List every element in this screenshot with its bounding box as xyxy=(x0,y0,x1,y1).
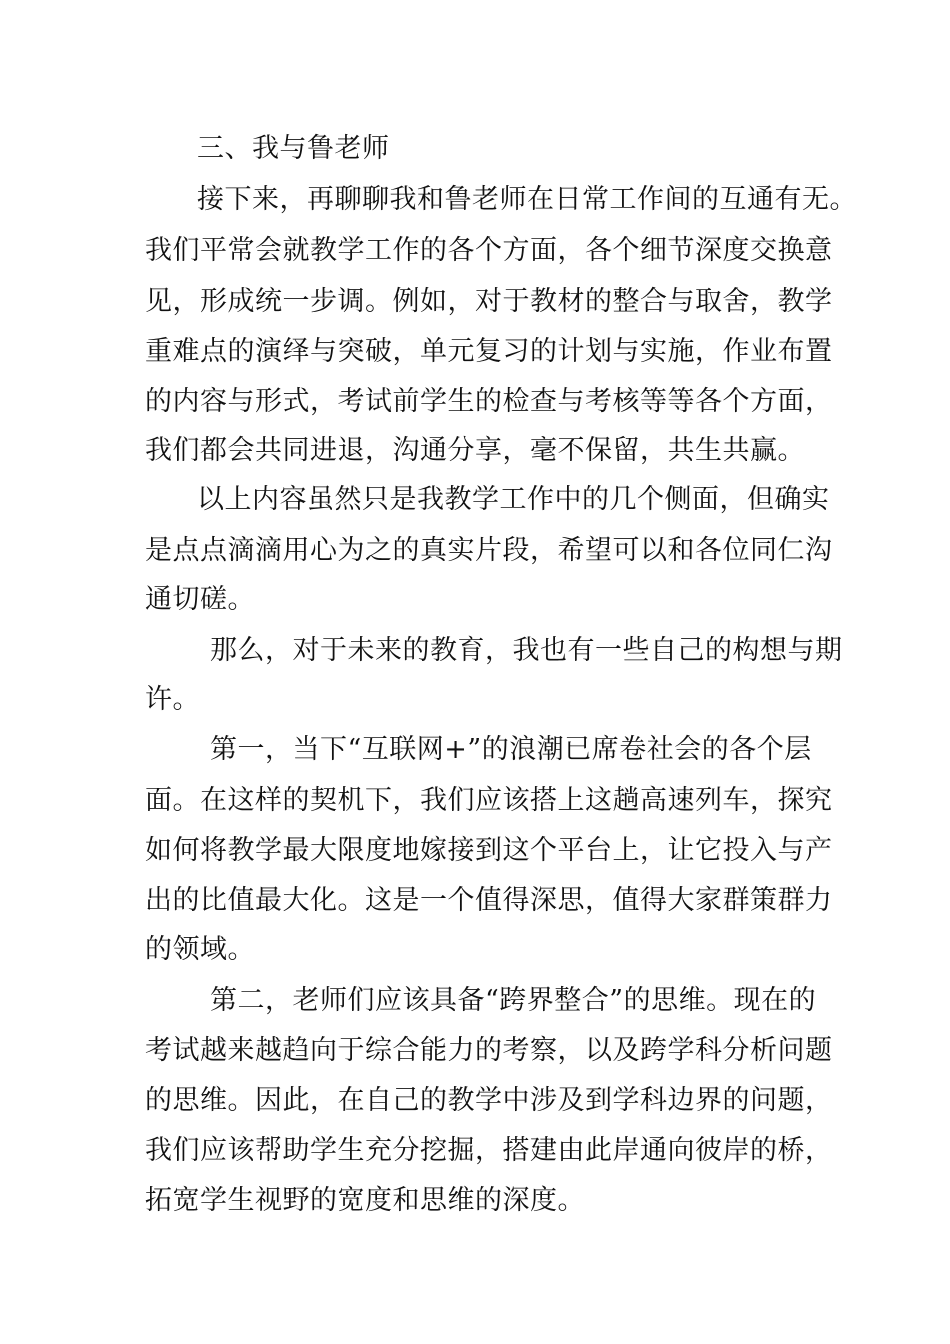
paragraph-line: 我们应该帮助学生充分挖掘，搭建由此岸通向彼岸的桥， xyxy=(145,1135,833,1166)
paragraph-line: 拓宽学生视野的宽度和思维的深度。 xyxy=(145,1185,585,1216)
paragraph-line: 的领域。 xyxy=(145,934,255,965)
paragraph-line: 许。 xyxy=(145,684,200,715)
paragraph-line: 如何将教学最大限度地嫁接到这个平台上，让它投入与产 xyxy=(145,835,833,866)
paragraph-line: 以上内容虽然只是我教学工作中的几个侧面，但确实 xyxy=(197,484,830,515)
section-heading: 三、我与鲁老师 xyxy=(197,133,390,164)
paragraph-line: 接下来，再聊聊我和鲁老师在日常工作间的互通有无。 xyxy=(197,184,857,215)
paragraph-line: 我们都会共同进退，沟通分享，毫不保留，共生共赢。 xyxy=(145,435,805,466)
paragraph-line: 面。在这样的契机下，我们应该搭上这趟高速列车，探究 xyxy=(145,785,833,816)
paragraph-line: 考试越来越趋向于综合能力的考察，以及跨学科分析问题 xyxy=(145,1035,833,1066)
paragraph-line: 出的比值最大化。这是一个值得深思，值得大家群策群力 xyxy=(145,885,833,916)
paragraph-line: 第一，当下“互联网+”的浪潮已席卷社会的各个层 xyxy=(210,734,812,765)
paragraph-line: 我们平常会就教学工作的各个方面，各个细节深度交换意 xyxy=(145,235,833,266)
paragraph-line: 第二，老师们应该具备“跨界整合”的思维。现在的 xyxy=(210,985,817,1016)
paragraph-line: 的思维。因此，在自己的教学中涉及到学科边界的问题， xyxy=(145,1085,833,1116)
paragraph-line: 是点点滴滴用心为之的真实片段，希望可以和各位同仁沟 xyxy=(145,535,833,566)
paragraph-line: 那么，对于未来的教育，我也有一些自己的构想与期 xyxy=(210,635,843,666)
paragraph-line: 重难点的演绎与突破，单元复习的计划与实施，作业布置 xyxy=(145,336,833,367)
paragraph-line: 通切磋。 xyxy=(145,584,255,615)
paragraph-line: 见，形成统一步调。例如，对于教材的整合与取舍，教学 xyxy=(145,286,833,317)
paragraph-line: 的内容与形式，考试前学生的检查与考核等等各个方面， xyxy=(145,386,833,417)
